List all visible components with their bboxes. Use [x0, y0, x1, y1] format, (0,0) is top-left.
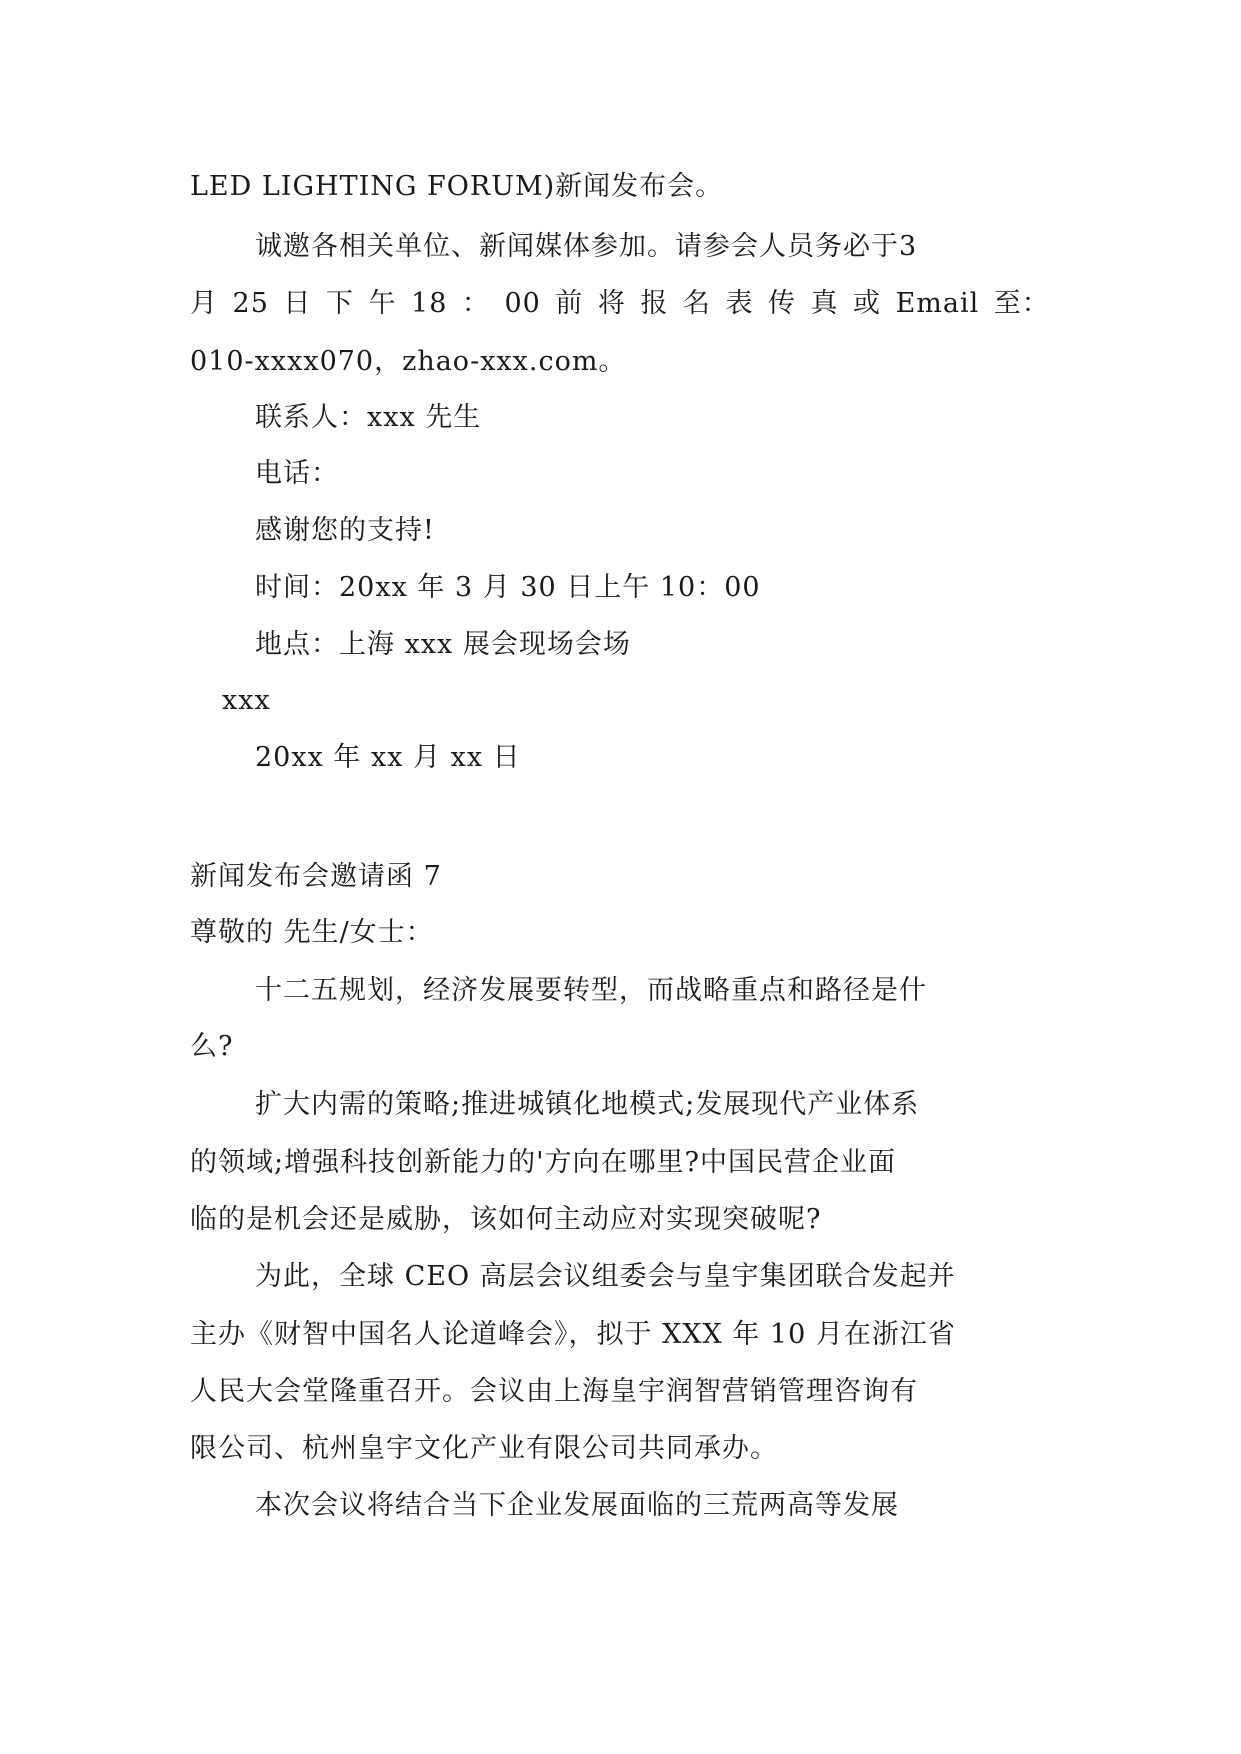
invite-line2-token: 日 [283, 288, 312, 319]
section-title: 新闻发布会邀请函 7 [190, 861, 442, 892]
invite-line2-token: 00 [504, 288, 541, 319]
invite-line2-token: 传 [767, 288, 796, 319]
invite-line2-token: 前 [555, 288, 584, 319]
invite-line2-token: 午 [368, 288, 397, 319]
invite-paragraph-line1: 诚邀各相关单位、新闻媒体参加。请参会人员务必于3 [255, 231, 918, 262]
invite-line2-token: 报 [640, 288, 669, 319]
p2-line1: 扩大内需的策略;推进城镇化地模式;发展现代产业体系 [255, 1089, 920, 1120]
contact-person: 联系人：xxx 先生 [255, 402, 482, 433]
forum-title-tail: LED LIGHTING FORUM)新闻发布会。 [190, 171, 724, 202]
p2-line2: 的领域;增强科技创新能力的'方向在哪里?中国民营企业面 [190, 1147, 896, 1178]
invite-paragraph-line2 [190, 275, 1050, 333]
p3-line1: 为此，全球 CEO 高层会议组委会与皇宇集团联合发起并 [255, 1261, 956, 1292]
p3-line3: 人民大会堂隆重召开。会议由上海皇宇润智营销管理咨询有 [190, 1376, 918, 1407]
p1-line2: 么? [190, 1031, 234, 1062]
invite-paragraph-line3: 010-xxxx070，zhao-xxx.com。 [190, 346, 627, 377]
salutation: 尊敬的 先生/女士： [190, 917, 434, 948]
p2-line3: 临的是机会还是威胁，该如何主动应对实现突破呢? [190, 1204, 822, 1235]
p3-line2: 主办《财智中国名人论道峰会》，拟于 XXX 年 10 月在浙江省 [190, 1319, 956, 1350]
invite-line2-token: 真 [810, 288, 839, 319]
p4-line1: 本次会议将结合当下企业发展面临的三荒两高等发展 [255, 1490, 899, 1521]
invite-line2-token: 或 [853, 288, 882, 319]
invite-line2-token: 月 [190, 288, 218, 319]
signer-name: xxx [222, 685, 271, 716]
event-place: 地点：上海 xxx 展会现场会场 [255, 629, 631, 660]
signing-date: 20xx 年 xx 月 xx 日 [255, 742, 521, 773]
invite-line2-token: 将 [597, 288, 626, 319]
p3-line4: 限公司、杭州皇宇文化产业有限公司共同承办。 [190, 1433, 778, 1464]
invite-line2-token: Email [895, 288, 980, 319]
phone-label: 电话： [255, 458, 339, 489]
invite-line2-token: 25 [232, 288, 269, 319]
invite-line2-token: 名 [682, 288, 711, 319]
invite-line2-token: 18 [411, 288, 448, 319]
event-time: 时间：20xx 年 3 月 30 日上午 10：00 [255, 572, 761, 603]
p1-line1: 十二五规划，经济发展要转型，而战略重点和路径是什 [255, 975, 927, 1006]
invite-line2-token: 至： [993, 288, 1050, 319]
invite-line2-token: 下 [325, 288, 354, 319]
thanks-text: 感谢您的支持! [255, 515, 435, 546]
invite-line2-token: ： [461, 288, 490, 319]
invite-line2-token: 表 [725, 288, 754, 319]
